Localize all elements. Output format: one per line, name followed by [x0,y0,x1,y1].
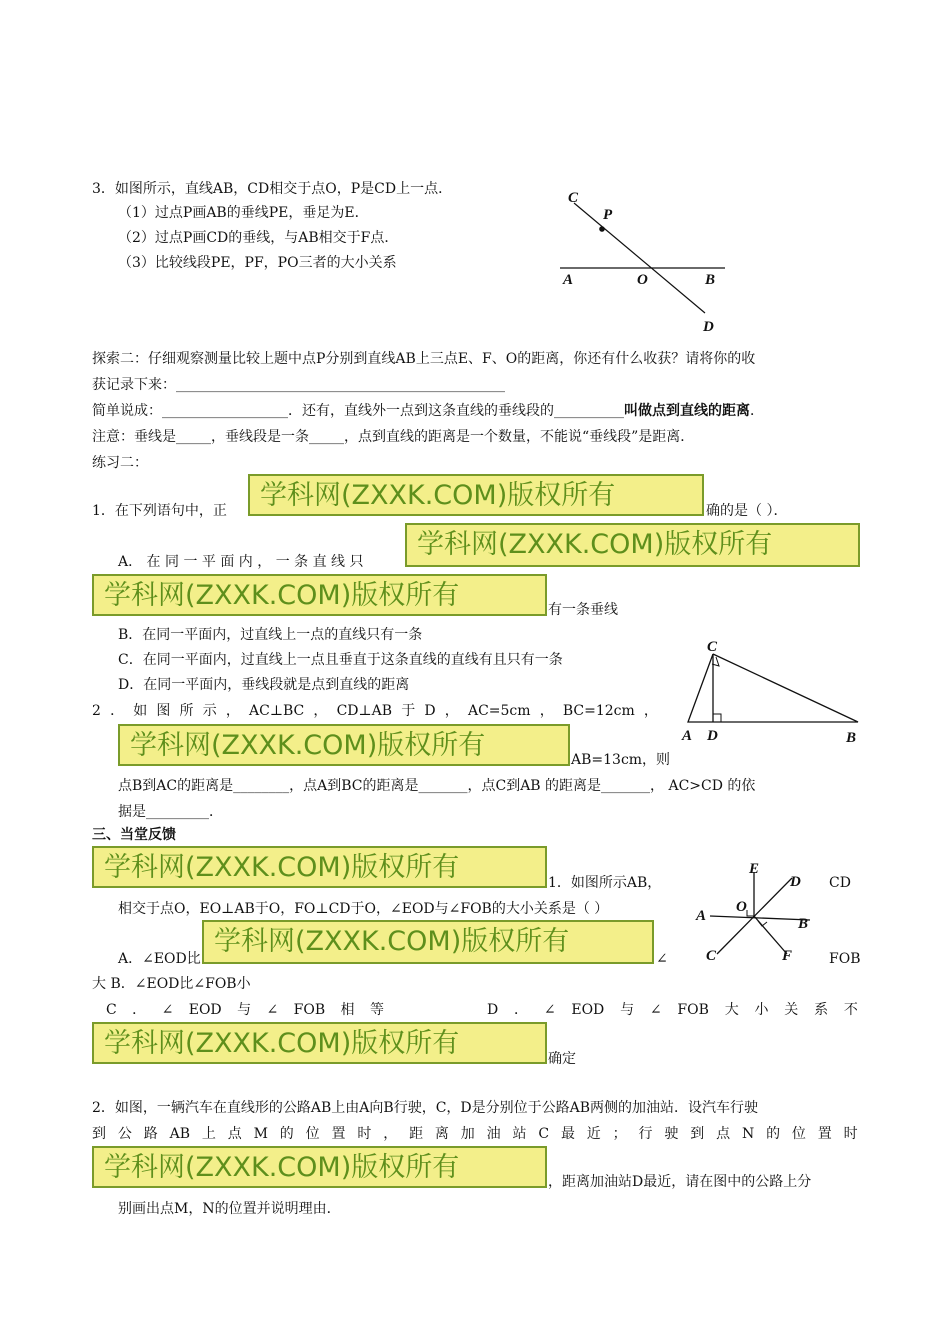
sec3-q1-option-a3: FOB [829,951,861,967]
explore-line3-text: 简单说成：__________________．还有，直线外一点到这条直线的垂线段的__________ [92,403,624,419]
sec3-q1-text-a2: CD [829,875,851,891]
text-part: 2 [92,703,101,719]
text-part: ． [110,703,125,719]
text-part: AC=5cm [467,703,531,719]
text-part: 关 [784,1002,799,1018]
fig1-label-c: C [568,190,579,206]
text-part: ∠ [266,1002,279,1018]
sec3-q1-text-a: 1．如图所示AB， [548,875,662,891]
distance-definition: 叫做点到直线的距离 [624,403,750,419]
text-part: 点 [227,1126,242,1142]
watermark: 学科网(ZXXK.COM)版权所有 [405,523,860,567]
fig3-label-f: F [782,948,793,964]
text-part: FOB [677,1002,709,1018]
fig3-label-b: B [798,916,809,932]
fig2-label-a: A [682,728,693,744]
text-part: 与 [620,1002,635,1018]
text-part: D [487,1002,499,1018]
q3-step1: （1）过点P画AB的垂线PE，垂足为E． [118,205,369,221]
text-part: 图 [156,703,171,719]
q3-step2: （2）过点P画CD的垂线，与AB相交于F点． [118,230,399,246]
fig1-label-b: B [705,272,716,288]
text-part: 时 [843,1126,858,1142]
text-part: 到 [92,1126,106,1142]
text-part: 位 [791,1126,806,1142]
text-part: 距 [409,1126,424,1142]
text-part: 不 [843,1002,858,1018]
text-part: 小 [754,1002,769,1018]
section3-heading: 三、当堂反馈 [92,827,176,843]
text-part: 于 [401,703,416,719]
text-part: 系 [814,1002,829,1018]
text-part: 驶 [664,1126,679,1142]
text-part: ， [539,703,554,719]
ex2-q2-text-c: 点B到AC的距离是________，点A到BC的距离是_______，点C到AB 的距离是_______， AC>CD 的依 [118,778,756,794]
watermark: 学科网(ZXXK.COM)版权所有 [92,1022,547,1064]
fig1-label-o: O [637,272,648,288]
q3-title: 3．如图所示，直线AB，CD相交于点O，P是CD上一点． [92,181,453,197]
text-part: 站 [512,1126,527,1142]
watermark: 学科网(ZXXK.COM)版权所有 [92,1146,547,1188]
text-part: 行 [638,1126,653,1142]
text-part: FOB [293,1002,326,1018]
explore-line2: 获记录下来：_______________________________________________ [92,377,505,393]
explore-line3 [92,402,764,420]
text-part: AC⊥BC [249,703,305,719]
fig3-label-d: D [790,874,801,890]
ex2-q2-text-b: AB=13cm，则 [571,752,671,768]
exercise2-heading: 练习二： [92,455,148,471]
ex2-q1-option-d: D．在同一平面内，垂线段就是点到直线的距离 [118,677,410,693]
ex2-q2-text-d: 据是_________． [118,804,223,820]
text-part: ∠ [543,1002,556,1018]
ex2-q2-text-a [92,702,658,720]
text-part: 位 [305,1126,320,1142]
ex2-q1-option-a-cont: 有一条垂线 [548,602,618,618]
text-part: ， [383,1126,398,1142]
explore-note: 注意：垂线是_____，垂线段是一条_____，点到直线的距离是一个数量，不能说“垂线段”是距离． [92,429,695,445]
text-part: ， [643,703,658,719]
ex2-q1-option-c: C．在同一平面内，过直线上一点且垂直于这条直线的直线有且只有一条 [118,652,563,668]
text-part: 离 [434,1126,449,1142]
sec3-q2-text-b [92,1125,858,1143]
ex2-q1-text-a: 1．在下列语句中，正 [92,503,227,519]
ex2-q1-text-b: 确的是（ ）． [706,503,788,519]
text-part: CD⊥AB [336,703,393,719]
figure-intersecting-lines [555,185,730,335]
sec3-q1-option-d-cont: 确定 [548,1051,576,1067]
ex2-q1-option-b: B．在同一平面内，过直线上一点的直线只有一条 [118,627,423,643]
fig3-label-o: O [736,899,747,915]
text-part: ； [612,1126,627,1142]
figure-right-triangle [678,636,868,748]
text-part: 到 [690,1126,705,1142]
text-part: ， [444,703,459,719]
text-part: 时 [357,1126,372,1142]
sec3-q1-option-c [106,1001,384,1019]
text-part: 近 [586,1126,601,1142]
fig3-label-c: C [706,948,717,964]
text-part: ∠ [649,1002,662,1018]
watermark: 学科网(ZXXK.COM)版权所有 [248,474,704,516]
sec3-q1-text-b: 相交于点O，EO⊥AB于O，FO⊥CD于O，∠EOD与∠FOB的大小关系是（ ） [118,901,609,917]
sec3-q2-text-a: 2．如图，一辆汽车在直线形的公路AB上由A向B行驶，C，D是分别位于公路AB两侧的加油站．设汽车行驶 [92,1100,759,1116]
text-part: 公 [117,1126,132,1142]
sec3-q1-option-a-cont: 大 B．∠EOD比∠FOB小 [92,976,251,992]
figure-perpendicular-lines [692,858,832,968]
text-part: 等 [369,1002,384,1018]
text-part: 油 [486,1126,501,1142]
watermark: 学科网(ZXXK.COM)版权所有 [92,574,547,616]
text-part: 如 [133,703,148,719]
watermark: 学科网(ZXXK.COM)版权所有 [118,724,570,766]
text-part: ， [225,703,240,719]
sec3-q2-text-d: 别画出点M，N的位置并说明理由． [118,1201,341,1217]
text-part: 置 [817,1126,832,1142]
fig3-label-a: A [696,908,707,924]
text-part: ． [132,1002,147,1018]
text-part: ． [514,1002,529,1018]
text-part: 与 [237,1002,252,1018]
text-part: C [106,1002,117,1018]
q3-step3: （3）比较线段PE，PF，PO三者的大小关系 [118,255,397,271]
text-part: N [741,1126,755,1142]
fig2-label-b: B [846,730,857,746]
text-part: EOD [571,1002,605,1018]
text-part: BC=12cm [562,703,635,719]
text-part: 路 [143,1126,158,1142]
ex2-q1-option-a: A． 在 同 一 平 面 内 ， 一 条 直 线 只 [118,554,364,570]
explore-line1: 探索二：仔细观察测量比较上题中点P分别到直线AB上三点E、F、O的距离，你还有什么收获？请将你的收 [92,351,756,367]
text-part: D [424,703,436,719]
sec3-q1-option-a: A．∠EOD比 [118,951,201,967]
text-part: ∠ [161,1002,174,1018]
watermark: 学科网(ZXXK.COM)版权所有 [92,846,547,888]
fig1-label-p: P [603,207,613,223]
text-part: 点 [716,1126,731,1142]
fig2-label-c: C [707,639,718,655]
text-part: EOD [188,1002,222,1018]
text-part: 置 [331,1126,346,1142]
fig3-label-e: E [749,861,760,877]
text-part: ， [313,703,328,719]
sec3-q1-option-d [487,1001,858,1019]
fig2-label-d: D [707,728,718,744]
fig1-label-a: A [563,272,574,288]
text-part: 加 [460,1126,475,1142]
text-part: 大 [724,1002,739,1018]
text-part: 最 [560,1126,575,1142]
text-part: 上 [201,1126,216,1142]
text-part: 的 [279,1126,294,1142]
text-part: M [253,1126,268,1142]
sec3-q1-option-a2: ∠ [656,951,668,967]
watermark: 学科网(ZXXK.COM)版权所有 [202,920,654,964]
text-part: C [538,1126,550,1142]
fig1-label-d: D [703,319,714,335]
text-part: 示 [202,703,217,719]
text-part: 相 [340,1002,355,1018]
text-part: 所 [179,703,194,719]
text-part: AB [169,1126,190,1142]
explore-line3-end: ． [750,403,764,419]
text-part: 的 [766,1126,781,1142]
sec3-q2-text-c: ，距离加油站D最近，请在图中的公路上分 [548,1174,812,1190]
